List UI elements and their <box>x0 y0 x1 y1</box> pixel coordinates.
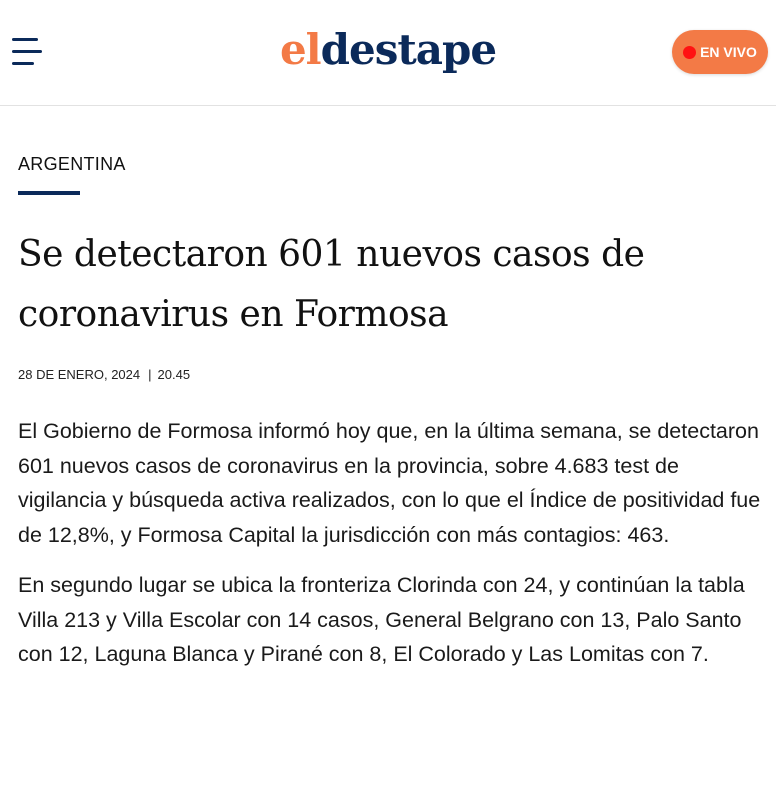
publish-date: 28 DE ENERO, 2024 <box>18 367 141 382</box>
article-meta <box>18 367 776 382</box>
live-label: EN VIVO <box>700 44 757 60</box>
article-title: Se detectaron 601 nuevos casos de coronavirus en Formosa <box>18 234 645 335</box>
logo-el: el <box>279 25 321 74</box>
article-paragraph: El Gobierno de Formosa informó hoy que, en la última semana, se detectaron 601 nuevos casos de coronavirus en la provincia, sobre 4.683 test de vigilancia y búsqueda activa realizados, con lo que el Índice de positividad fue de 12,8%, y Formosa Capital la jurisdicción con más contagios: 463. <box>18 419 761 547</box>
live-button[interactable] <box>672 30 768 74</box>
section-underline <box>18 191 80 195</box>
article-body <box>18 414 776 672</box>
section-label[interactable]: ARGENTINA <box>18 154 126 174</box>
publish-time: 20.45 <box>157 367 191 382</box>
article-paragraph: En segundo lugar se ubica la fronteriza Clorinda con 24, y continúan la tabla Villa 213 y Villa Escolar con 14 casos, General Belgrano con 13, Palo Santo con 12, Laguna Blanca y Pirané con 8, El Colorado y Las Lomitas con 7. <box>18 573 745 666</box>
live-dot-icon <box>683 46 696 59</box>
article <box>0 154 776 672</box>
site-logo[interactable] <box>0 22 776 78</box>
site-header <box>0 0 776 106</box>
logo-destape: destape <box>320 25 497 74</box>
meta-separator: | <box>148 367 152 382</box>
